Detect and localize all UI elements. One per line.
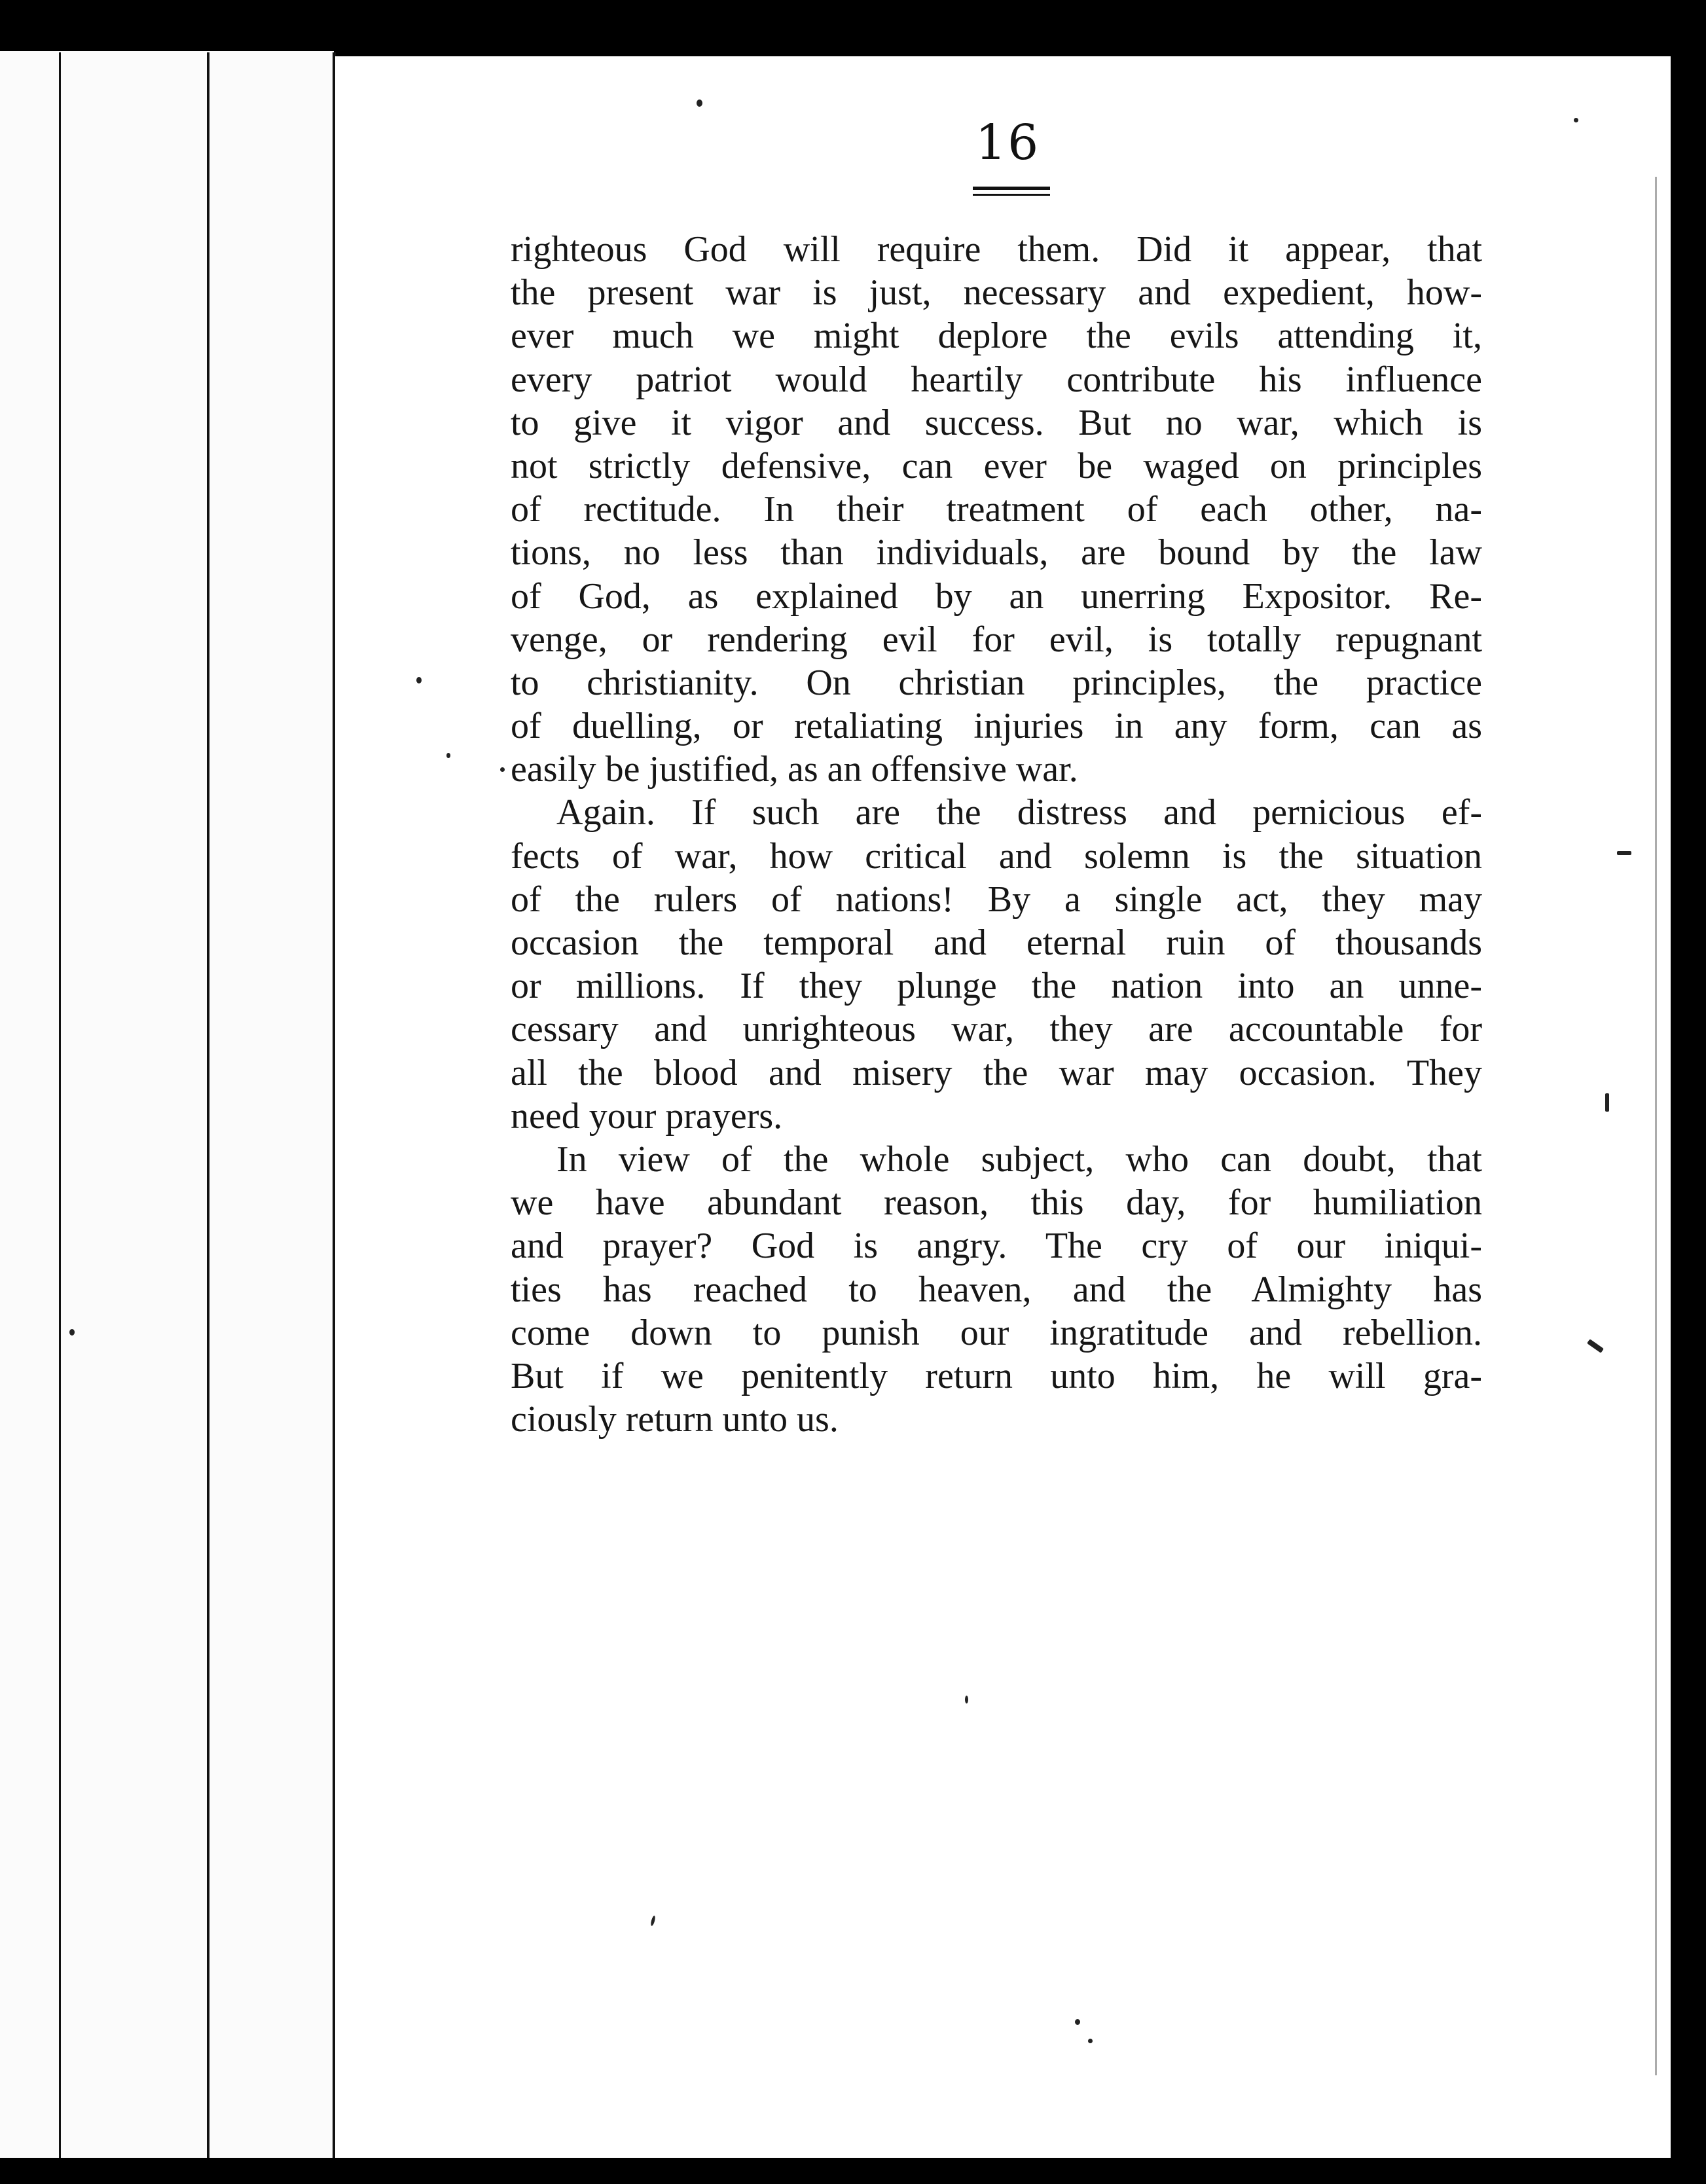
scan-speck <box>416 677 422 683</box>
scan-speck <box>965 1696 968 1703</box>
page-number: 16 <box>975 115 1040 171</box>
scan-speck <box>1088 2039 1093 2043</box>
gutter-line-2 <box>207 52 209 2158</box>
scan-border-bottom <box>0 2158 1706 2184</box>
text-line: we have abundant reason, this day, for humiliation <box>511 1182 1482 1224</box>
text-line: ciously return unto us. <box>511 1399 839 1440</box>
text-line: every patriot would heartily contribute his influence <box>511 359 1482 400</box>
text-line: ties has reached to heaven, and the Almighty has <box>511 1269 1482 1310</box>
text-line: and prayer? God is angry. The cry of our iniqui- <box>511 1226 1482 1267</box>
text-line: all the blood and misery the war may occasion. They <box>511 1052 1482 1093</box>
body-text <box>511 228 1482 1441</box>
scan-speck <box>69 1329 75 1336</box>
text-line: need your prayers. <box>511 1095 783 1137</box>
scan-border-right <box>1671 0 1706 2184</box>
text-line: of duelling, or retaliating injuries in any form, can as <box>511 706 1482 747</box>
scan-speck <box>1075 2019 1080 2025</box>
text-line: come down to punish our ingratitude and rebellion. <box>511 1312 1482 1353</box>
text-line: to christianity. On christian principles, the practice <box>511 662 1482 703</box>
text-line: But if we penitently return unto him, he will gra- <box>511 1355 1482 1396</box>
text-line: tions, no less than individuals, are bound by the law <box>511 532 1482 573</box>
text-line: Again. If such are the distress and pernicious ef- <box>556 792 1482 833</box>
scan-speck <box>697 100 702 107</box>
text-line: to give it vigor and success. But no war, which is <box>511 402 1482 443</box>
scan-speck <box>500 767 505 772</box>
text-line: of rectitude. In their treatment of each other, na- <box>511 489 1482 530</box>
text-line: not strictly defensive, can ever be waged on principles <box>511 445 1482 486</box>
scan-speck <box>1574 118 1578 122</box>
adjacent-page-strip <box>0 51 334 2158</box>
paragraph-3 <box>511 1138 1482 1441</box>
gutter-line-1 <box>59 52 61 2158</box>
text-line: the present war is just, necessary and expedient, how- <box>511 272 1482 314</box>
scan-border-top <box>0 0 1706 51</box>
text-line: cessary and unrighteous war, they are accountable for <box>511 1009 1482 1050</box>
text-line: fects of war, how critical and solemn is the situation <box>511 835 1482 877</box>
text-line: ever much we might deplore the evils attending it, <box>511 316 1482 357</box>
text-line: easily be justified, as an offensive war. <box>511 749 1078 790</box>
text-line: venge, or rendering evil for evil, is totally repugnant <box>511 619 1482 660</box>
page-number-rule-thin <box>973 194 1050 196</box>
text-line: In view of the whole subject, who can doubt, that <box>556 1138 1482 1180</box>
text-line: occasion the temporal and eternal ruin of thousands <box>511 922 1482 963</box>
text-line: or millions. If they plunge the nation into an unne- <box>511 966 1482 1007</box>
page-number-rule <box>973 187 1050 190</box>
scan-speck <box>446 753 450 758</box>
paragraph-1 <box>511 228 1482 791</box>
scan-speck <box>1605 1093 1609 1112</box>
paragraph-2 <box>511 791 1482 1138</box>
scan-speck <box>1617 851 1631 855</box>
text-line: righteous God will require them. Did it appear, that <box>511 229 1482 270</box>
text-line: of God, as explained by an unerring Expositor. Re- <box>511 575 1482 617</box>
text-line: of the rulers of nations! By a single act, they may <box>511 879 1482 920</box>
scan-edge-mark <box>1655 177 1657 2075</box>
